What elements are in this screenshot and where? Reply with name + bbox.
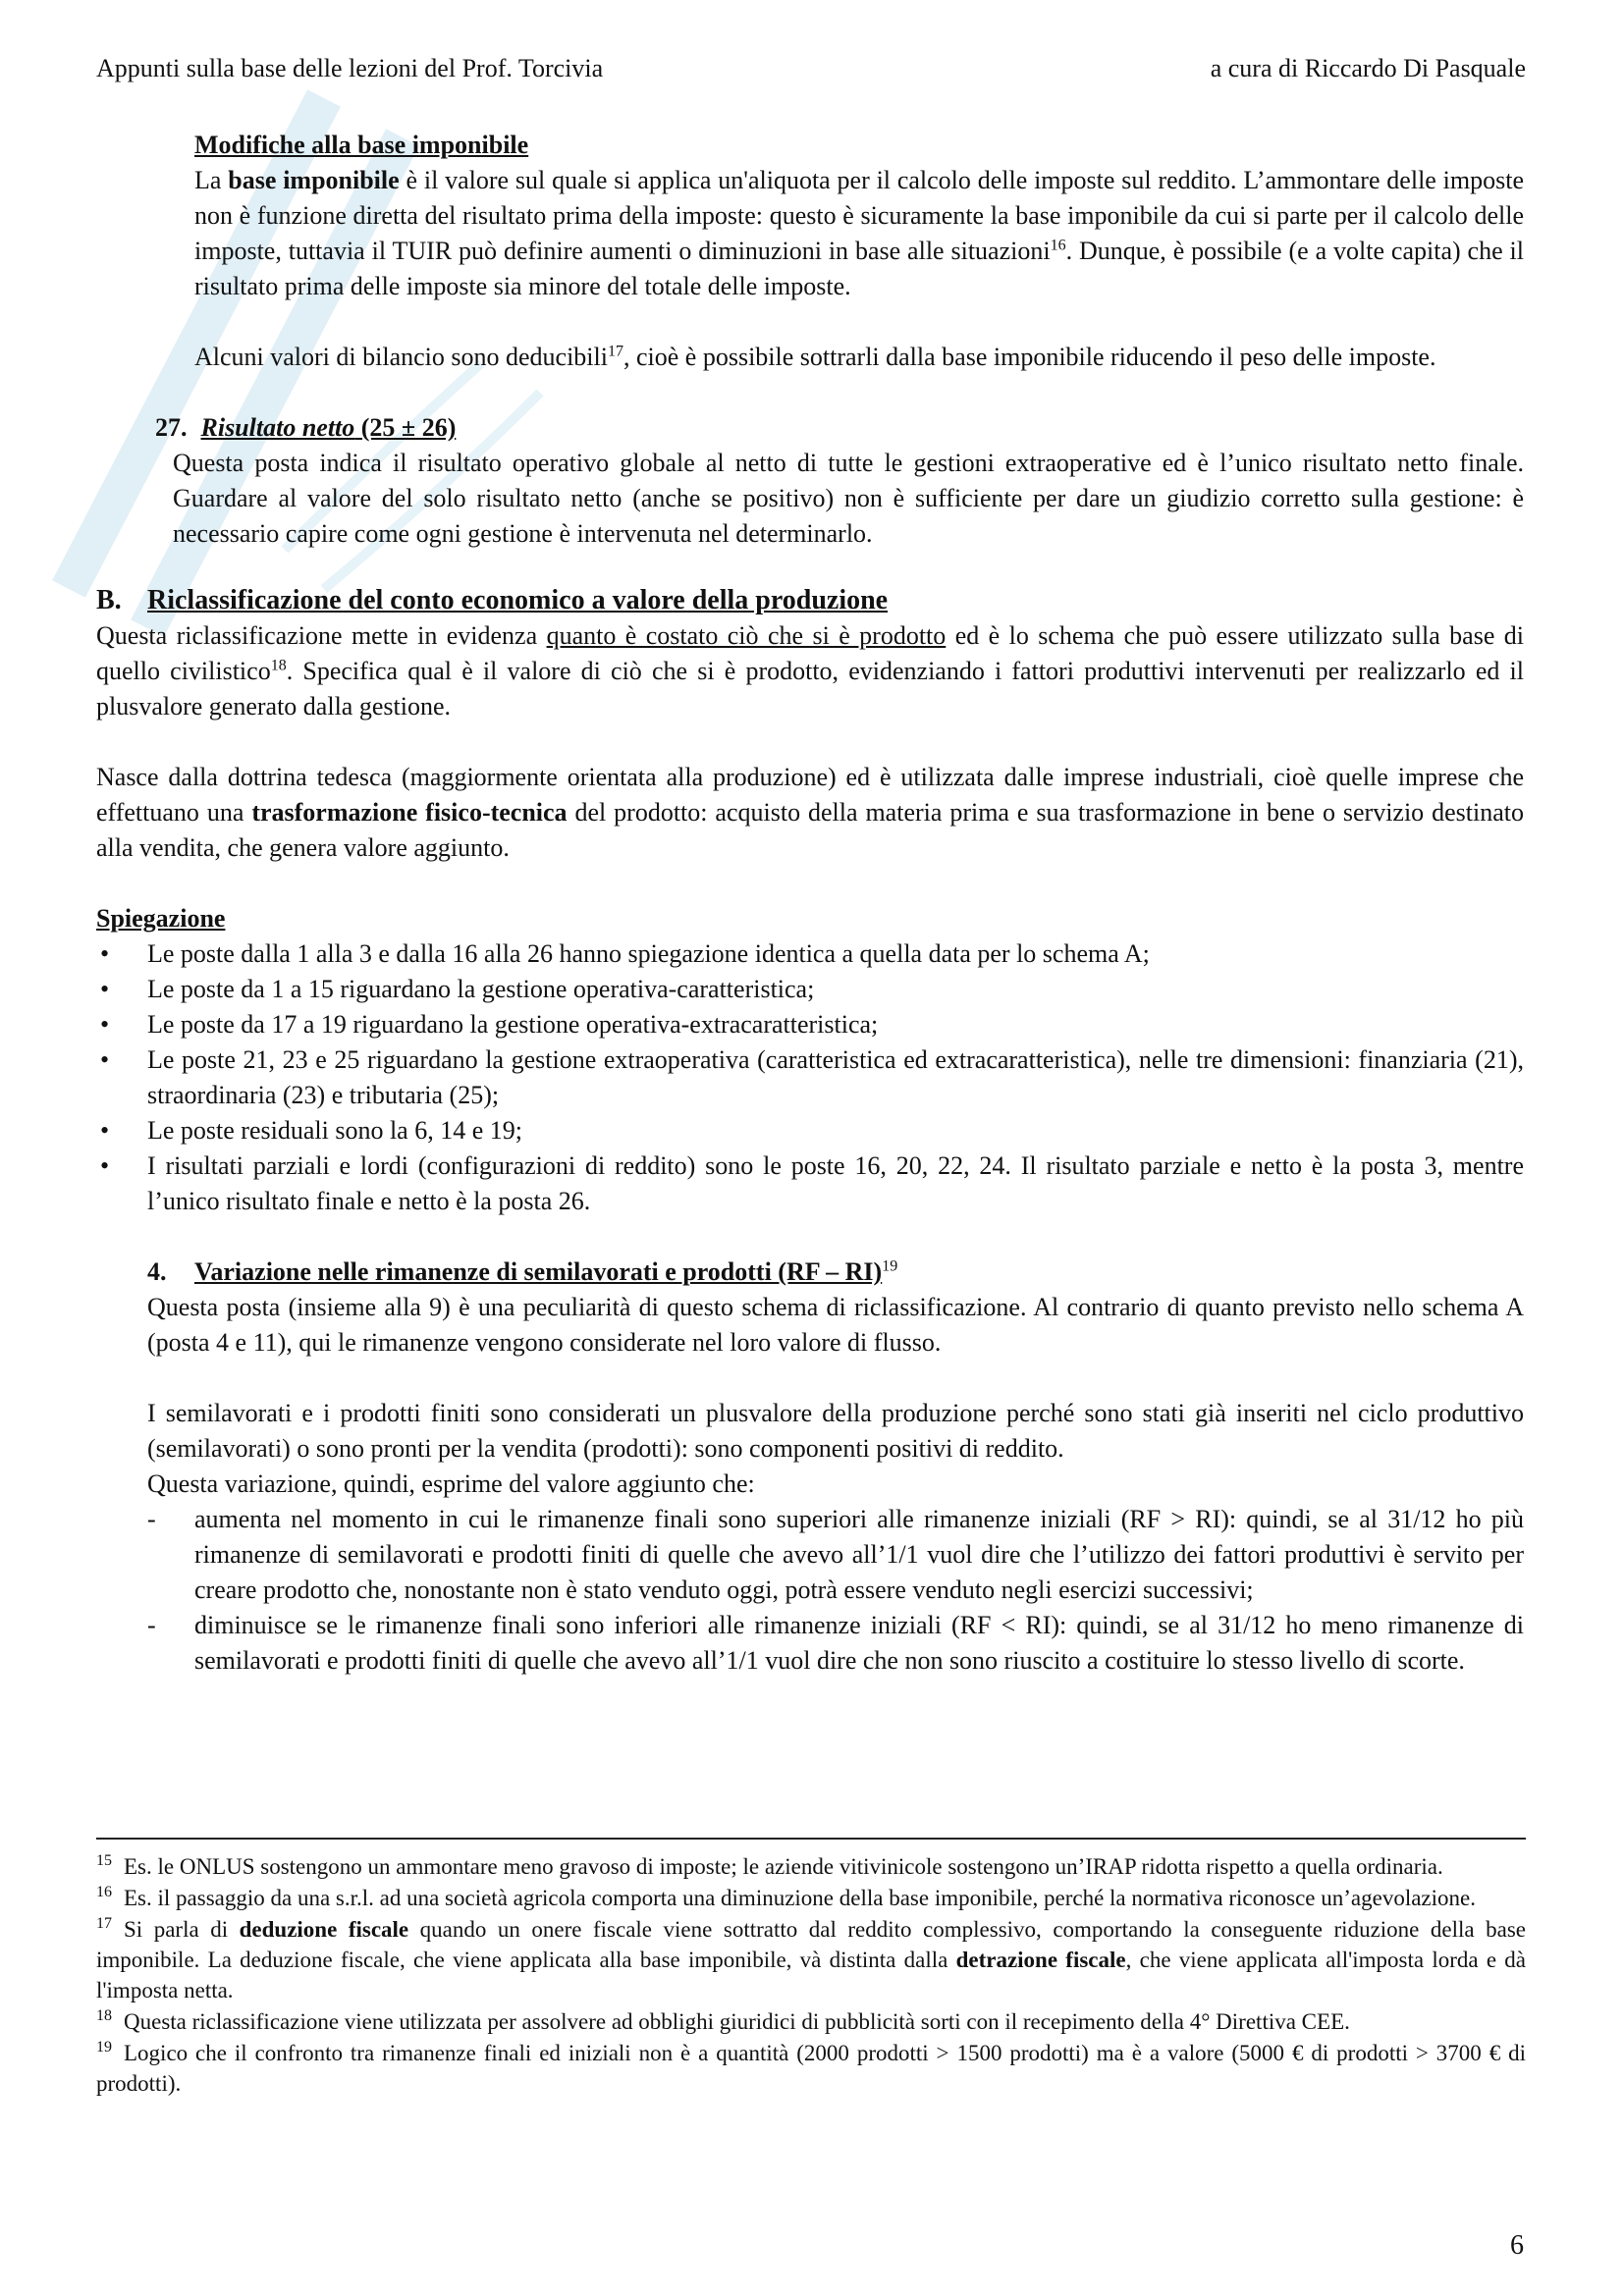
footnote-separator <box>96 1838 1526 1840</box>
list-item: • Le poste residuali sono la 6, 14 e 19; <box>100 1116 522 1145</box>
list-item: • Le poste da 1 a 15 riguardano la gestione operativa-caratteristica; <box>100 975 815 1003</box>
page-number: 6 <box>1510 2230 1524 2261</box>
list-item: • Le poste 21, 23 e 25 riguardano la gestione extraoperativa (caratteristica ed extracaratteristica), nelle tre dimensioni: finanziaria (21), straordinaria (23) e tributaria (25); <box>100 1045 1524 1109</box>
base-imponibile-paragraph-2: Alcuni valori di bilancio sono deducibili$^{17}$, cioè è possibile sottrarli dalla base imponibile riducendo il peso delle imposte. <box>194 343 1436 371</box>
page-content <box>96 128 1524 1679</box>
footnote-16: $^{16}$ Es. il passaggio da una s.r.l. ad una società agricola comporta una diminuzione della base imponibile, perché la normativa riconosce un’agevolazione. <box>96 1884 1476 1910</box>
item-27-heading: 27. Risultato netto (25 ± 26) <box>155 413 457 442</box>
base-imponibile-title: Modifiche alla base imponibile <box>194 131 529 159</box>
header-left: Appunti sulla base delle lezioni del Prof. Torcivia <box>96 54 604 82</box>
footnote-17: $^{17}$ Si parla di deduzione fiscale quando un onere fiscale viene sottratto dal reddito complessivo, comportando la conseguente riduzione della base imponibile. La deduzione fiscale, che viene applicata alla base imponibile, và distinta dalla detrazione fiscale, che viene applicata all'imposta lorda e dà l'imposta netta. <box>96 1915 1526 2002</box>
list-item: - diminuisce se le rimanenze finali sono inferiori alle rimanenze iniziali (RF < RI): quindi, se al 31/12 ho meno rimanenze di semilavorati e prodotti finiti di quelle che avevo all’1/1 vuol dire che non sono riuscito a costituire lo stesso livello di scorte. <box>147 1611 1524 1675</box>
item-4-dash-list <box>147 1502 1524 1679</box>
item-4-paragraph-2: I semilavorati e i prodotti finiti sono considerati un plusvalore della produzione perché sono stati già inseriti nel ciclo produttivo (semilavorati) o sono pronti per la vendita (prodotti): sono componenti positivi di reddito. <box>147 1399 1524 1463</box>
header-right: a cura di Riccardo Di Pasquale <box>1210 54 1526 82</box>
spiegazione-list <box>96 936 1524 1219</box>
footnote-18: $^{18}$ Questa riclassificazione viene utilizzata per assolvere ad obblighi giuridici di pubblicità sorti con il recepimento della 4° Direttiva CEE. <box>96 2007 1350 2034</box>
item-4-paragraph-1: Questa posta (insieme alla 9) è una peculiarità di questo schema di riclassificazione. Al contrario di quanto previsto nello schema A (posta 4 e 11), qui le rimanenze vengono considerate nel loro valore di flusso. <box>147 1293 1524 1357</box>
item-4-heading: 4. Variazione nelle rimanenze di semilavorati e prodotti (RF – RI)$^{19}$ <box>147 1257 898 1286</box>
section-b-paragraph-2: Nasce dalla dottrina tedesca (maggiormente orientata alla produzione) ed è utilizzata dalle imprese industriali, cioè quelle imprese che effettuano una trasformazione fisico-tecnica del prodotto: acquisto della materia prima e sua trasformazione in bene o servizio destinato alla vendita, che genera valore aggiunto. <box>96 763 1524 862</box>
item-4-paragraph-3: Questa variazione, quindi, esprime del valore aggiunto che: <box>147 1469 755 1498</box>
list-item: • I risultati parziali e lordi (configurazioni di reddito) sono le poste 16, 20, 22, 24. Il risultato parziale e netto è la posta 3, mentre l’unico risultato finale e netto è la posta 26. <box>100 1151 1524 1215</box>
footnote-15: $^{15}$ Es. le ONLUS sostengono un ammontare meno gravoso di imposte; le aziende vitivinicole sostengono un’IRAP ridotta rispetto a quella ordinaria. <box>96 1852 1443 1879</box>
list-item: - aumenta nel momento in cui le rimanenze finali sono superiori alle rimanenze iniziali (RF > RI): quindi, se al 31/12 ho più rimanenze di semilavorati e prodotti finiti di quelle che avevo all’1/1 vuol dire che l’utilizzo dei fattori produttivi è servito per creare prodotto che, nonostante non è stato venduto oggi, potrà essere venduto negli esercizi successivi; <box>147 1505 1524 1604</box>
section-b-paragraph-1: Questa riclassificazione mette in evidenza quanto è costato ciò che si è prodotto ed è lo schema che può essere utilizzato sulla base di quello civilistico$^{18}$. Specifica qual è il valore di ciò che si è prodotto, evidenziando i fattori produttivi intervenuti per realizzarlo ed il plusvalore generato dalla gestione. <box>96 621 1525 721</box>
item-27-text: Questa posta indica il risultato operativo globale al netto di tutte le gestioni extraoperative ed è l’unico risultato netto finale. Guardare al valore del solo risultato netto (anche se positivo) non è sufficiente per dare un giudizio corretto sulla gestione: è necessario capire come ogni gestione è intervenuta nel determinarlo. <box>173 449 1524 548</box>
page-header <box>96 51 1526 90</box>
list-item: • Le poste dalla 1 alla 3 e dalla 16 alla 26 hanno spiegazione identica a quella data per lo schema A; <box>100 939 1150 968</box>
spiegazione-title: Spiegazione <box>96 904 226 933</box>
section-b-heading: B. Riclassificazione del conto economico a valore della produzione <box>96 585 889 615</box>
footnote-19: $^{19}$ Logico che il confronto tra rimanenze finali ed iniziali non è a quantità (2000 prodotti > 1500 prodotti) ma è a valore (5000 € di prodotti > 3700 € di prodotti). <box>96 2039 1526 2096</box>
footnotes <box>96 1851 1526 2100</box>
list-item: • Le poste da 17 a 19 riguardano la gestione operativa-extracaratteristica; <box>100 1010 879 1039</box>
base-imponibile-paragraph-1: La base imponibile è il valore sul quale si applica un'aliquota per il calcolo delle imposte sul reddito. L’ammontare delle imposte non è funzione diretta del risultato prima della imposte: questo è sicuramente la base imponibile da cui si parte per il calcolo delle imposte, tuttavia il TUIR può definire aumenti o diminuzioni in base alle situazioni$^{16}$. Dunque, è possibile (e a volte capita) che il risultato prima delle imposte sia minore del totale delle imposte. <box>194 166 1524 300</box>
